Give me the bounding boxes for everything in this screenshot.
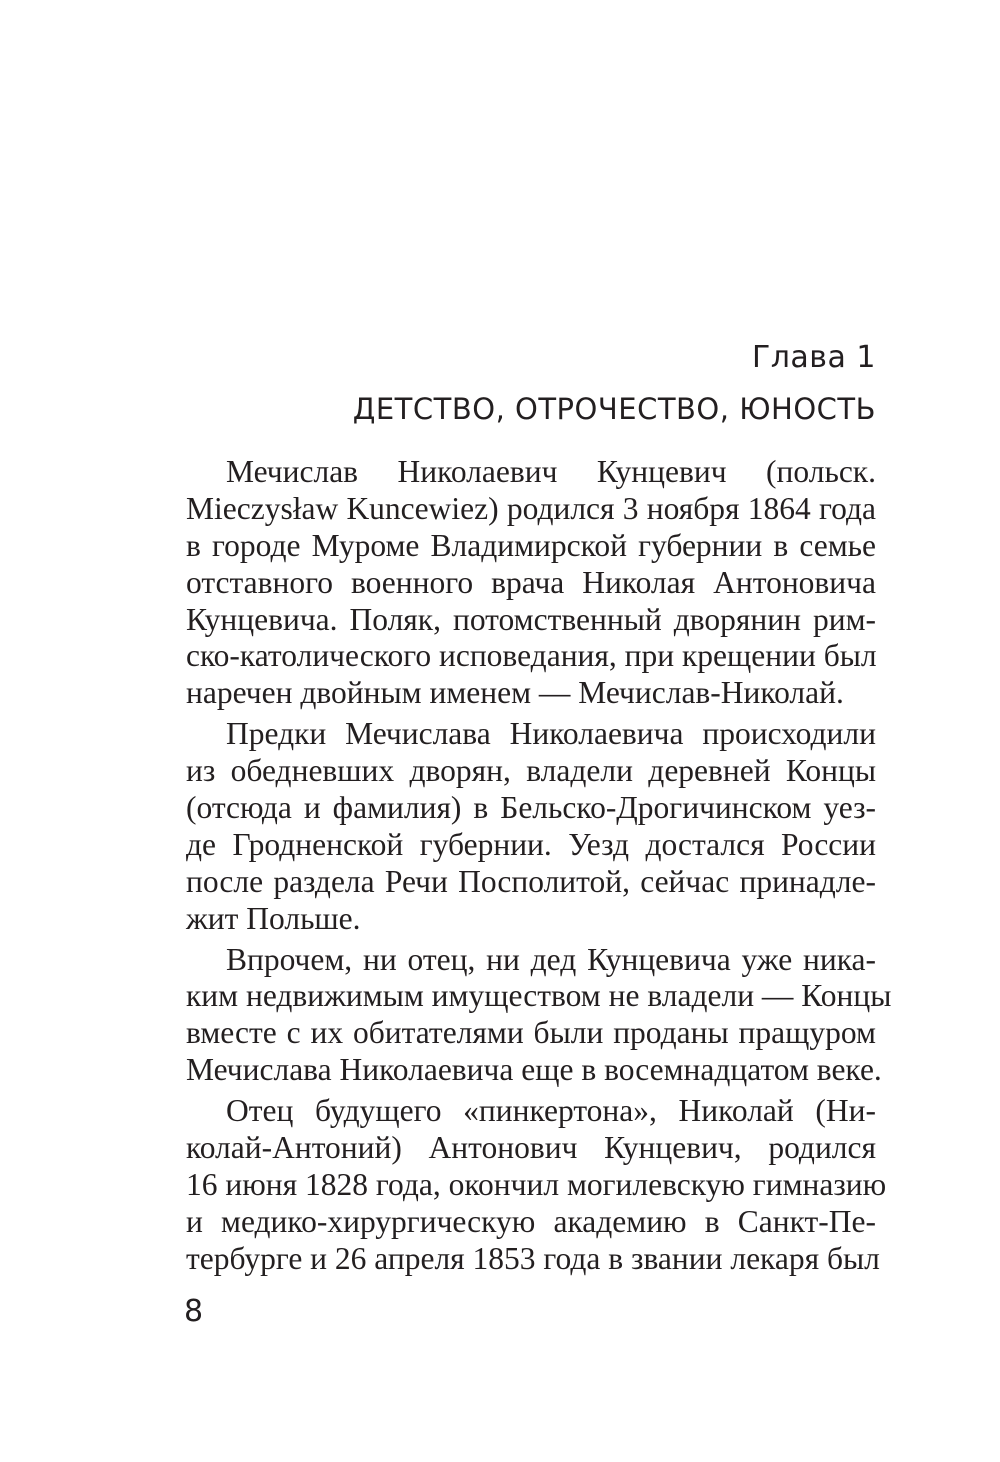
text-line: Впрочем, ни отец, ни дед Кунцевича уже ника- (226, 941, 876, 977)
text-line: и медико-хирургическую академию в Санкт-Пе- (186, 1203, 876, 1239)
page-number: 8 (184, 1294, 204, 1329)
text-line: после раздела Речи Посполитой, сейчас принадле- (186, 863, 876, 899)
body-text (186, 454, 892, 1278)
text-line: тербурге и 26 апреля 1853 года в звании лекаря был (186, 1240, 880, 1276)
text-line: де Гродненской губернии. Уезд достался России (186, 826, 876, 862)
text-line: из обедневших дворян, владели деревней Концы (186, 753, 876, 789)
text-line: Кунцевича. Поляк, потомственный дворянин рим- (186, 601, 876, 637)
text-line: отставного военного врача Николая Антоновича (186, 564, 876, 600)
text-line: вместе с их обитателями были проданы пращуром (186, 1015, 876, 1051)
chapter-title: ДЕТСТВО, ОТРОЧЕСТВО, ЮНОСТЬ (352, 392, 876, 426)
text-line: (отсюда и фамилия) в Бельско-Дрогичинском уез- (186, 790, 876, 826)
text-line: Mieczysław Kuncewiez) родился 3 ноября 1864 года (186, 490, 876, 526)
text-line: Отец будущего «пинкертона», Николай (Ни- (226, 1093, 876, 1129)
text-line: 16 июня 1828 года, окончил могилевскую гимназию (186, 1166, 887, 1202)
chapter-label: Глава 1 (751, 340, 876, 375)
text-line: колай-Антоний) Антонович Кунцевич, родился (186, 1130, 876, 1166)
text-line: жит Польше. (186, 900, 361, 936)
text-line: Предки Мечислава Николаевича происходили (226, 716, 876, 752)
text-line: наречен двойным именем — Мечислав-Николай. (186, 675, 844, 711)
text-line: ско-католического исповедания, при крещении был (186, 638, 877, 674)
text-line: в городе Муроме Владимирской губернии в семье (186, 527, 876, 563)
text-line: Мечислава Николаевича еще в восемнадцатом веке. (186, 1052, 882, 1088)
text-line: Мечислав Николаевич Кунцевич (польск. (226, 454, 876, 489)
text-line: ким недвижимым имуществом не владели — Концы (186, 978, 892, 1014)
